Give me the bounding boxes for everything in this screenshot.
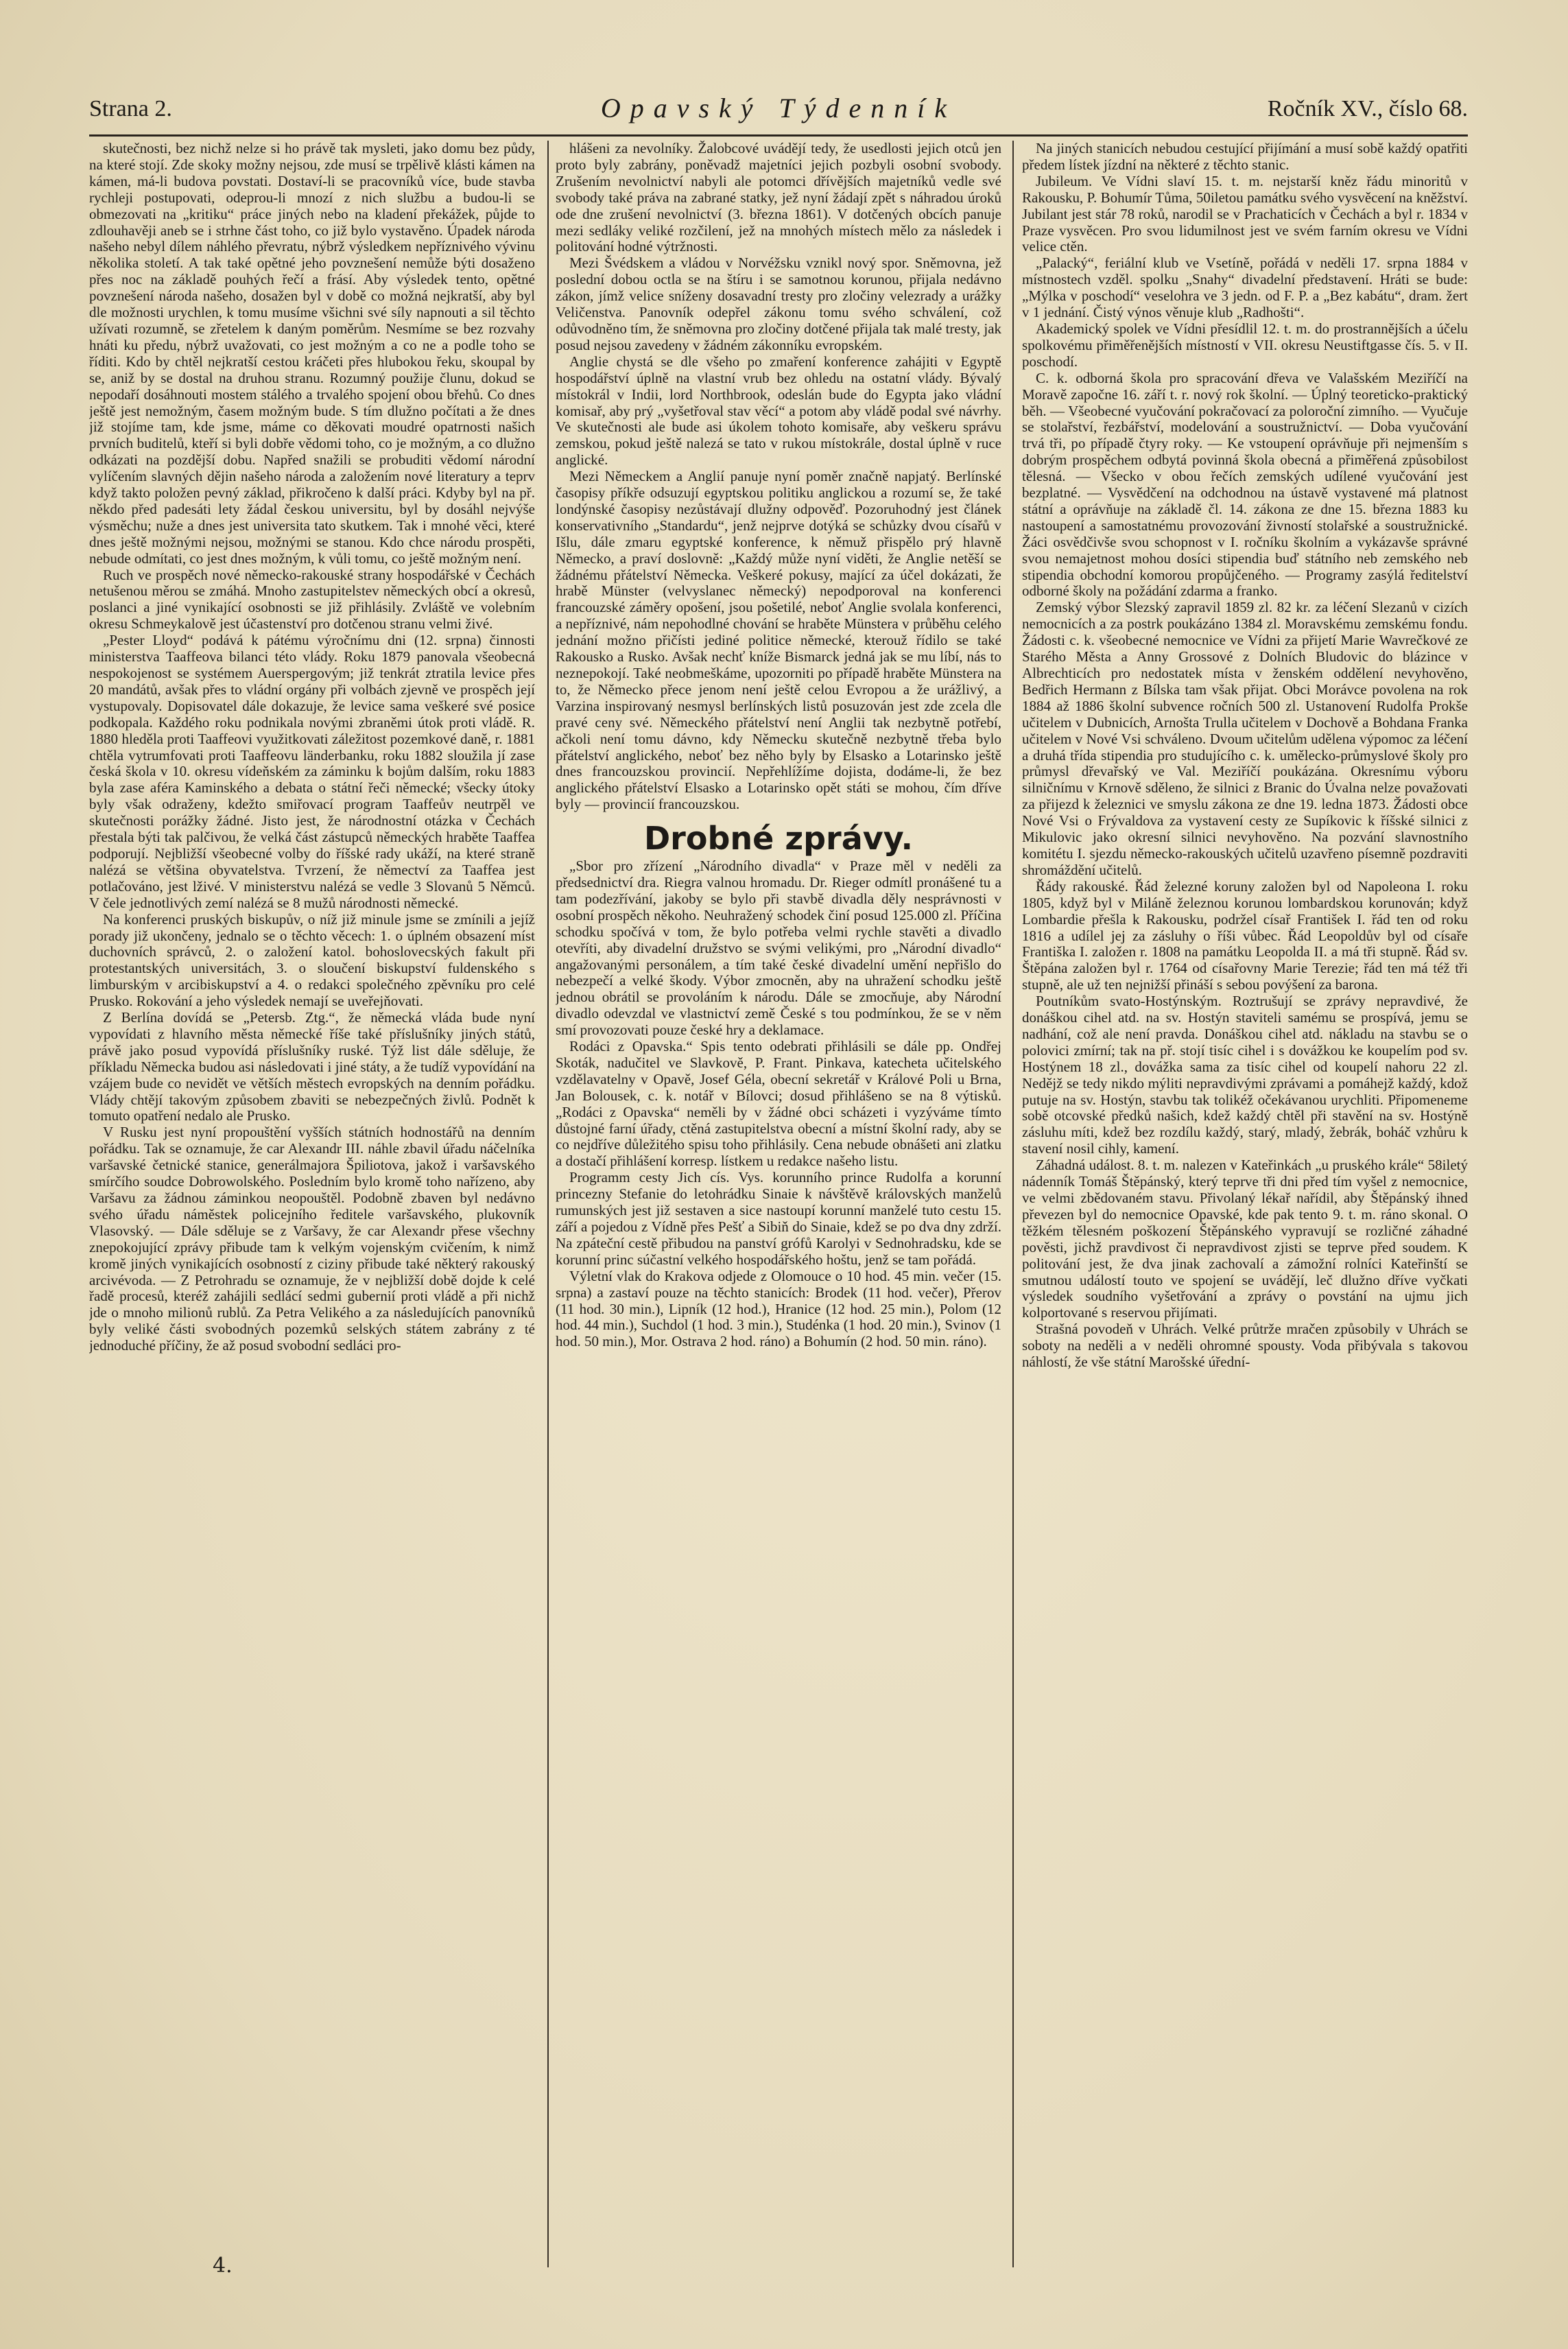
column-2: [556, 141, 1001, 2264]
page-header: [89, 89, 1468, 130]
article-columns: [89, 141, 1468, 2267]
section-heading: Drobné zprávy.: [643, 820, 913, 858]
paragraph: Programm cesty Jich cís. Vys. korunního prince Rudolfa a korunní princezny Stefanie do letohrádku Sinaie k návštěvě královských manželů rumunských jest již sestaven a sice nastoupí korunní manželé tuto cestu 15. září a pojedou z Vídně přes Pešť a Sibiň do Sinaie, kdež se po dva dny zdrží. Na zpáteční cestě přibudou na panství grófů Karolyi v Sednohradsku, kde se korunní princ súčastní velkého hospodářského hoštu, jenž se tam pořádá.: [556, 1169, 1001, 1268]
paragraph: Poutníkům svato-Hostýnským. Roztrušují se zprávy nepravdivé, že donáškou cihel atd. na sv. Hostýn staviteli samému se prospívá, jemu se nadhání, což ale není pravda. Donáškou cihel atd. nákladu na stavbu se o polovici zmírní; tak na př. stojí tisíc cihel i s dovážkou ke koupelím pod sv. Hostýnem 18 zl., dovážka sama za tisíc cihel od koupelí nahoru 22 zl. Nedějž se tedy nikdo mýliti nepravdivými zprávami a pomáhejž každý, kdož putuje na sv. Hostýn, stavbu tak tolikéž očekávanou urychliti. Připomeneme sobě otcovské předků našich, kdež každý chtěl při stavění na sv. Hostýně zásluhu míti, kdež bez rozdílu každý, starý, mladý, žebrák, boháč vzhůru k stavení nosil cihly, kamení.: [1022, 993, 1468, 1157]
paragraph: C. k. odborná škola pro spracování dřeva ve Valašském Meziříčí na Moravě započne 16. září t. r. nový rok školní. — Úplný teoreticko-praktický běh. — Všeobecné vyučování pokračovací za poloroční zimního. — Vyučuje se stolařství, řezbářství, modelování a soustružnictví. — Doba vyučování trvá tři, po případě čtyry roky. — Ke vstoupení oprávňuje při nejmenším s dobrým prospěchem odbytá povinná škola obecná a přiměřená způsobilost tělesná. — Všecko v obou řečích zemských udílené vyučování jest bezplatné. — Vysvědčení na odchodnou na ústavě vystavené má platnost státní a oprávňuje na základě čl. 14. zákona ze dne 15. března 1883 ku nastoupení a samostatnému provozování živností stolařské a soustružnické. Žáci osvědčivše svou schopnost v I. ročníku školním a vykázavše správné svou nemajetnost mohou dosíci stipendia buď státního neb zemského neb stipendia obchodní komorou propůjčeného. — Programy zasýlá ředitelství odborné školy na požádání zdarma a franko.: [1022, 369, 1468, 600]
page-number: Strana 2.: [89, 96, 172, 121]
paragraph: Akademický spolek ve Vídni přesídlil 12. t. m. do prostrannějších a účelu spolkovému přiměřenějších místností v VII. okresu Neustiftgasse čís. 5. v II. poschodí.: [1022, 320, 1468, 370]
header-rule: [89, 134, 1468, 137]
paragraph: Na konferenci pruských biskupův, o níž již minule jsme se zmínili a jejíž porady již ukončeny, jednalo se o těchto věcech: 1. o úplném obsazení míst duchovních správců, 2. o založení katol. bohoslovecských fakult při protestantských universitách, 3. o sloučení biskupství fuldenského s limburským v arcibiskupství a 4. o redakci společného zpěvníku pro celé Prusko. Rokování a jeho výsledek nemají se uveřejňovati.: [89, 910, 535, 1010]
paragraph: Ruch ve prospěch nové německo-rakouské strany hospodářské v Čechách netušenou měrou se zmáhá. Mnoho zastupitelstev německých obcí a okresů, poslanci a jiné vynikající osobnosti se již přihlásily. Zvláště ve volebním okresu Schmeykalově jest účastenství pro dotčenou stranu velmi živé.: [89, 566, 535, 633]
paragraph: skutečnosti, bez nichž nelze si ho právě tak mysleti, jako domu bez půdy, na které stojí. Zde skoky možny nejsou, zde musí se trpělivě klásti kámen na kámen, má-li budova povstati. Dostaví-li se pracovníků více, bude stavba rychleji postupovati, odeprou-li mnozí z nich službu a budou-li se obmezovati na „kritiku“ práce jiných nebo na kladení překážek, půjde to zdlouhavěji aneb se i strhne část toho, co již bylo vystavěno. Úpadek národa našeho nebyl dílem náhlého převratu, nýbrž výsledkem nepříznivého vývinu několika století. A tak také opětné jeho povznešení nemůže býti dosaženo přes noc na základě pouhých řečí a frásí. Aby výsledek tento, opětné povznešení národa našeho, dosažen byl v době co možná nejkratší, aby byl dle možnosti urychlen, k tomu musíme všichni své síly napnouti a sil těchto užívati rozumně, se zřetelem k daným poměrům. Nesmíme se bez rozvahy hnáti ku předu, nýbrž uvažovati, co jest možným a co ne a podle toho se říditi. Kdo by chtěl nejkratší cestou kráčeti přes hlubokou řeku, skoupal by se, aniž by se dostal na druhou stranu. Rozumný použije člunu, dokud se nepodaří dosáhnouti mostem stálého a trvalého spojení obou břehů. Co dnes ještě jest nemožným, časem možným bude. S tím dlužno počítati a že dnes již stojíme tam, kde jsme, máme co děkovati moudré opatrnosti našich prvních buditelů, kteří si byli dobře vědomi toho, co je možným, a co dlužno odkázati na pozdější dobu. Napřed snažili se probuditi vědomí národní vylíčením slavných dějin našeho národa a založením nové literatury a teprv když takto položen pevný základ, přikročeno k další práci. Kdyby byl na př. někdo před padesáti lety žádal českou universitu, byl by dosáhl nejvýše výsměchu; nuže a dnes jest universita tato skutkem. Tak i mnohé věci, které dnes ještě možnými nejsou, možnými se stanou. Kdo chce národu prospěti, nebude odmítati, co jest dnes možným, k vůli tomu, co ještě možným není.: [89, 141, 535, 567]
paragraph: Výletní vlak do Krakova odjede z Olomouce o 10 hod. 45 min. večer (15. srpna) a zastaví pouze na těchto stanicích: Brodek (11 hod. večer), Přerov (11 hod. 30 min.), Lipník (12 hod.), Hranice (12 hod. 25 min.), Polom (12 hod. 44 min.), Suchdol (1 hod. 3 min.), Studénka (1 hod. 20 min.), Svinov (1 hod. 50 min.), Mor. Ostrava 2 hod. ráno) a Bohumín (2 hod. 50 min. ráno).: [556, 1267, 1001, 1350]
paragraph: „Pester Lloyd“ podává k pátému výročnímu dni (12. srpna) činnosti ministerstva Taaffeova bilanci této vlády. Roku 1879 panovala všeobecná nespokojenost se systémem Auerspergovým; již tenkrát ztratila levice přes 20 mandátů, avšak přes to vládní orgány při volbách zjevně ve prospěch její vystupovaly. Dopisovatel dále dokazuje, že levice sama veškeré své posice podkopala. Každého roku podnikala novými zbraněmi útok proti vládě. R. 1880 hleděla proti Taaffeovi využitkovati záležitost pozemkové daně, r. 1881 chtěla vytrumfovati proti Taaffeovu länderbanku, roku 1882 sloužila jí zase česká škola v 10. okresu vídeňském za záminku k bojům dalším, roku 1883 byla zase aféra Kaminského a debata o státní řeči německé; všecky útoky byly však odraženy, kdežto smiřovací program Taaffeův neutrpěl ve skutečnosti porážky žádné. Jisto jest, že národnostní otázka v Čechách přestala býti tak palčivou, že velká část zástupců německých hraběte Taaffea podporují. Nejbližší všeobecné volby do říšské rady ukáží, na které straně nalézá se většina obyvatelstva. Tvrzení, že němectví za Taaffea jest potlačováno, jest lživé. V ministerstvu nalézá se vedle 3 Slovanů 5 Němců. V čele jednotlivých zemí nalézá se 8 mužů národnosti německé.: [89, 632, 535, 911]
paragraph: hlášeni za nevolníky. Žalobcové uvádějí tedy, že usedlosti jejich otců jen proto byly zabrány, poněvadž majetníci jejich pozbyli osobní svobody. Zrušením nevolnictví nabyli ale potomci dřívějších majetníků vedle své svobody také práva na zabrané statky, jež nyní žádají zpět s náhradou úroků ode dne zrušení nevolnictví (3. března 1861). V dotčených obcích panuje mezi sedláky veliké rozčilení, jež na mnohých místech mělo za následek i politování hodné výtržnosti.: [556, 141, 1001, 255]
issue-number: Ročník XV., číslo 68.: [1267, 96, 1468, 121]
paragraph: Anglie chystá se dle všeho po zmaření konference zahájiti v Egyptě hospodářství úplně na vlastní vrub bez ohledu na ostatní vlády. Bývalý místokrál v Indii, lord Northbrook, odeslán bude do Egypta jako vládní komisař, aby prý „vyšetřoval stav věcí“ a potom aby vládě podal své návrhy. Ve skutečnosti ale bude asi úkolem tohoto komisaře, aby veškeru správu zemskou, pokud ještě nalezá se tato v rukou místokrále, dostal úplně v ruce anglické.: [556, 353, 1001, 469]
paragraph: „Sbor pro zřízení „Národního divadla“ v Praze měl v neděli za předsednictví dra. Riegra valnou hromadu. Dr. Rieger odmítl pronášené tu a tam podezřívání, jakoby se bylo při stavbě divadla děly nesprávnosti v osobní prospěch někoho. Neuhražený schodek činí posud 125.000 zl. Příčina schodku spočívá v tom, že bylo potřeba velmi rychle stavěti a divadlo otevříti, aby divadelní družstvo se svými velikými, pro „Národní divadlo“ angažovanými personálem, a tím také české divadelní umění nepřišlo do nebezpečí a velké škody. Výbor zmocněn, aby na uhražení schodku ještě jednou obrátil se provoláním k národu. Dále se zmocňuje, aby Národní divadlo odevzdal ve vlastnictví země České s tou podmínkou, že se v něm smí provozovati pouze české hry a deklamace.: [556, 858, 1001, 1039]
paragraph: V Rusku jest nyní propouštění vyšších státních hodnostářů na denním pořádku. Tak se oznamuje, že car Alexandr III. náhle zbavil úřadu náčelníka varšavské četnické stanice, generálmajora Špiliotova, jakož i varšavského smírčího soudce Dobrowolského. Posledním bylo kromě toho nařízeno, aby Varšavu za žádnou záminkou neopouštěl. Podobně zbaven byl nedávno svého úřadu náměstek policejního ředitele varšavského, plukovník Vlasovský. — Dále sděluje se z Varšavy, že car Alexandr přese všechny znepokojující zprávy přibude tam k velkým vojenským cvičením, k nimž kromě jiných vynikajících osobností z ciziny přibude také některý rakouský arcivévoda. — Z Petrohradu se oznamuje, že v nejbližší době dojde k celé řadě procesů, kteréž zahájili sedlácí sedmi gubernií proti vládě a při nichž jde o mnoho milionů rublů. Za Petra Velikého a za následujících panovníků byly veliké části svobodných pozemků selských státem zabrány z té jednoduché příčiny, že až posud svobodní sedláci pro-: [89, 1124, 535, 1354]
footer-mark: 4.: [213, 2254, 233, 2278]
paragraph: „Palacký“, feriální klub ve Vsetíně, pořádá v neděli 17. srpna 1884 v místnostech vzděl. spolku „Snahy“ divadelní představení. Hráti se bude: „Mýlka v poschodí“ veselohra ve 3 jedn. od F. P. a „Bez kabátu“, dram. žert v 1 jednání. Čistý výnos věnuje klub „Radhošti“.: [1022, 255, 1468, 321]
column-1: [89, 141, 535, 2264]
paragraph: Jubileum. Ve Vídni slaví 15. t. m. nejstarší kněz řádu minoritů v Rakousku, P. Bohumír Tůma, 50iletou památku svého vysvěcení na kněžství. Jubilant jest stár 78 roků, narodil se v Prachaticích v Čechách a byl r. 1834 v Praze vysvěcen. Pro svou lidumilnost jest ve svém farním okresu ve Vídni velice ctěn.: [1022, 172, 1468, 255]
column-3: [1022, 141, 1468, 2264]
paragraph: Na jiných stanicích nebudou cestující přijímání a musí sobě každý opatřiti předem lístek jízdní na některé z těchto stanic.: [1022, 141, 1468, 173]
paragraph: Mezi Švédskem a vládou v Norvéžsku vznikl nový spor. Sněmovna, jež poslední dobou octla se na štíru i se samotnou korunou, přijala nedávno zákon, jímž velice sníženy dosavadní tresty pro zločiny velezrady a urážky Veličenstva. Panovník odepřel zákonu tomu svého schválení, což odůvodněno tím, že sněmovna pro zločiny dotčené přijala tak malé tresty, jak posud nejsou zavedeny v žádném zákonníku evropském.: [556, 255, 1001, 353]
paragraph: Záhadná událost. 8. t. m. nalezen v Kateřinkách „u pruského krále“ 58iletý nádenník Tomáš Štěpánský, který teprve tři dni před tím vyšel z nemocnice, ve velmi zbědovaném stavu. Přivolaný lékař nařídil, aby Štěpánský ihned převezen byl do nemocnice Opavské, kde pak tento 9. t. m. ráno skonal. O těžkém tělesném poškození Štěpánského vypravují se rozličné záhadné pověsti, jichž pravdivost či nepravdivost zjisti se teprve před soudem. K politování jest, že dva jinak zachovalí a zámožní rolníci Kateřinští se smutnou událostí touto ve spojení se uvádějí, leč dlužno dříve vyčkati výsledek soudního vyšetřování a zprávy o povstání na ujmu jich kolportované s reservou přijímati.: [1022, 1157, 1468, 1321]
newspaper-title: Opavský Týdenník: [600, 93, 957, 123]
paragraph: Z Berlína dovídá se „Petersb. Ztg.“, že německá vláda bude nyní vypovídati z hlavního města německé říše také příslušníky jiných států, právě jako posud vypovídá příslušníky ruské. Týž list dále sděluje, že příkladu Německa budou asi následovati i jiné státy, a že tudíž vypovídání na vzájem bude co nevidět ve větších městech evropských na denním pořádku. Vlády chtějí takovým způsobem zbaviti se nebezpečných živlů. Podnět k tomuto opatření nedalo ale Prusko.: [89, 1009, 535, 1124]
paragraph: Zemský výbor Slezský zapravil 1859 zl. 82 kr. za léčení Slezanů v cizích nemocnicích a za postrk poukázáno 1384 zl. Moravskému zemskému fondu. Žádosti c. k. všeobecné nemocnice ve Vídni za přijetí Marie Wavrečkové ze Starého Města a Anny Grossové z Dolních Bludovic do blázince v Albrechticích pro nedostatek místa v ženském oddělení nevyhověno, Bedřich Hermann z Bílska tam však přijat. Obci Morávce povolena na rok 1884 až 1886 školní subvence ročních 500 zl. Ustanovení Rudolfa Prokše učitelem v Dubnicích, Arnošta Trulla učitelem v Dochově a Bohdana Franka učitelem v Nové Vsi schváleno. Dvoum učitelům udělena výpomoc za léčení a druhá třída stipendia pro studujícího c. k. umělecko-průmyslové školy pro průmysl dřevařský ve Val. Meziříčí poukázána. Okresnímu výboru silničnímu v Krnově sděleno, že silnici z Branic do Úvalna nelze považovati za přijezd k železnici ve smyslu zákona ze dne 19. ledna 1873. Žádosti obce Nové Vsi o Frývaldova za vystavení cesty ze Supíkovic k říšské silnici z Mikulovic jako okresní silnici nevyhověno. Na pozvání slavnostního komitétu I. sjezdu německo-rakouských učitelů uzavřeno písemně pozdraviti shromáždění učitelů.: [1022, 599, 1468, 878]
paragraph: Mezi Německem a Anglií panuje nyní poměr značně napjatý. Berlínské časopisy příkře odsuzují egyptskou politiku anglickou a rozumí se, že také londýnské časopisy nezůstávají dlužny odpověď. Pozoruhodný jest článek konservativního „Standardu“, jenž nejprve dotýká se schůzky dvou císařů v Išlu, dále zmaru egyptské konference, k němuž přispělo prý hlavně Německo, a praví doslovně: „Každý může nyní viděti, že Anglie netěší se žádnému přátelství Německa. Veškeré pokusy, mající za účel dokázati, že hrabě Münster (velvyslanec německý) nepodporoval na konferenci francouzské záměry opošení, jsou pošetilé, neboť Anglie svolala konferenci, a nepříznivé, nám nepohodlné chování se hraběte Münstera v průběhu celého jednání možno přičísti jediné politice německé, kterouž řídilo se také Rakousko a Rusko. Avšak nechť kníže Bismarck jedná jak se mu líbí, nás to neznepokojí. Také neobmeškáme, upozorniti po případě hraběte Münstera na to, že Německo přece jenom není ještě celou Evropou a že urážlivý, a Varzina inspirovaný nesmysl berlínských listů posuzován jest zde zcela dle pravé ceny své. Německého přátelství není Anglii tak nezbytně potřebí, ačkoli není tomu dávno, kdy Německu skutečně nezbytně třeba bylo přátelství anglického, neboť bez něho byly by Elsasko a Lotarinsko ještě dnes francouzskou provincií. Nepřehlížíme dojista, dodáme-li, že bez anglického přátelství Elsasko a Lotarinsko opět státi se mohou, čím dříve byly — provincií francouzskou.: [556, 468, 1001, 813]
paragraph: Rodáci z Opavska.“ Spis tento odebrati přihlásili se dále pp. Ondřej Skoták, nadučitel ve Slavkově, P. Frant. Pinkava, katecheta učitelského vzdělavatelny v Opavě, Josef Géla, obecní sekretář v Králové Poli u Brna, Jan Bolousek, c. k. notář v Bílovci; dosud přihlášeno se na 8 výtisků. „Rodáci z Opavska“ neměli by v žádné obci scházeti i vyzýváme tímto důstojné farní úřady, ctěná zastupitelstva obecní a místní školní rady, aby se co nejdříve důležitého spisu toho přihlásily. Cena nebude obnášeti ani zlatku a dostačí přihlášení korresp. lístkem u redakce našeho listu.: [556, 1038, 1001, 1170]
paragraph: Strašná povodeň v Uhrách. Velké průtrže mračen způsobily v Uhrách se soboty na neděli a v neděli ohromné spousty. Voda přibývala s takovou náhlostí, že vše státní Marošské úřední-: [1022, 1321, 1468, 1371]
paragraph: Řády rakouské. Řád železné koruny založen byl od Napoleona I. roku 1805, když byl v Miláně železnou korunou lombardskou korunován; když Lombardie přešla k Rakousku, podržel císař František I. řád ten od roku 1816 a udílel jej za zásluhy o říši vůbec. Řád Leopoldův byl od císaře Františka I. založen r. 1808 na památku Leopolda II. a má tři stupně. Řád sv. Štěpána založen byl r. 1764 od císařovny Marie Terezie; řád ten má též tři stupně, ale už ten nejnižší přináší s sebou povýšení za barona.: [1022, 877, 1468, 993]
